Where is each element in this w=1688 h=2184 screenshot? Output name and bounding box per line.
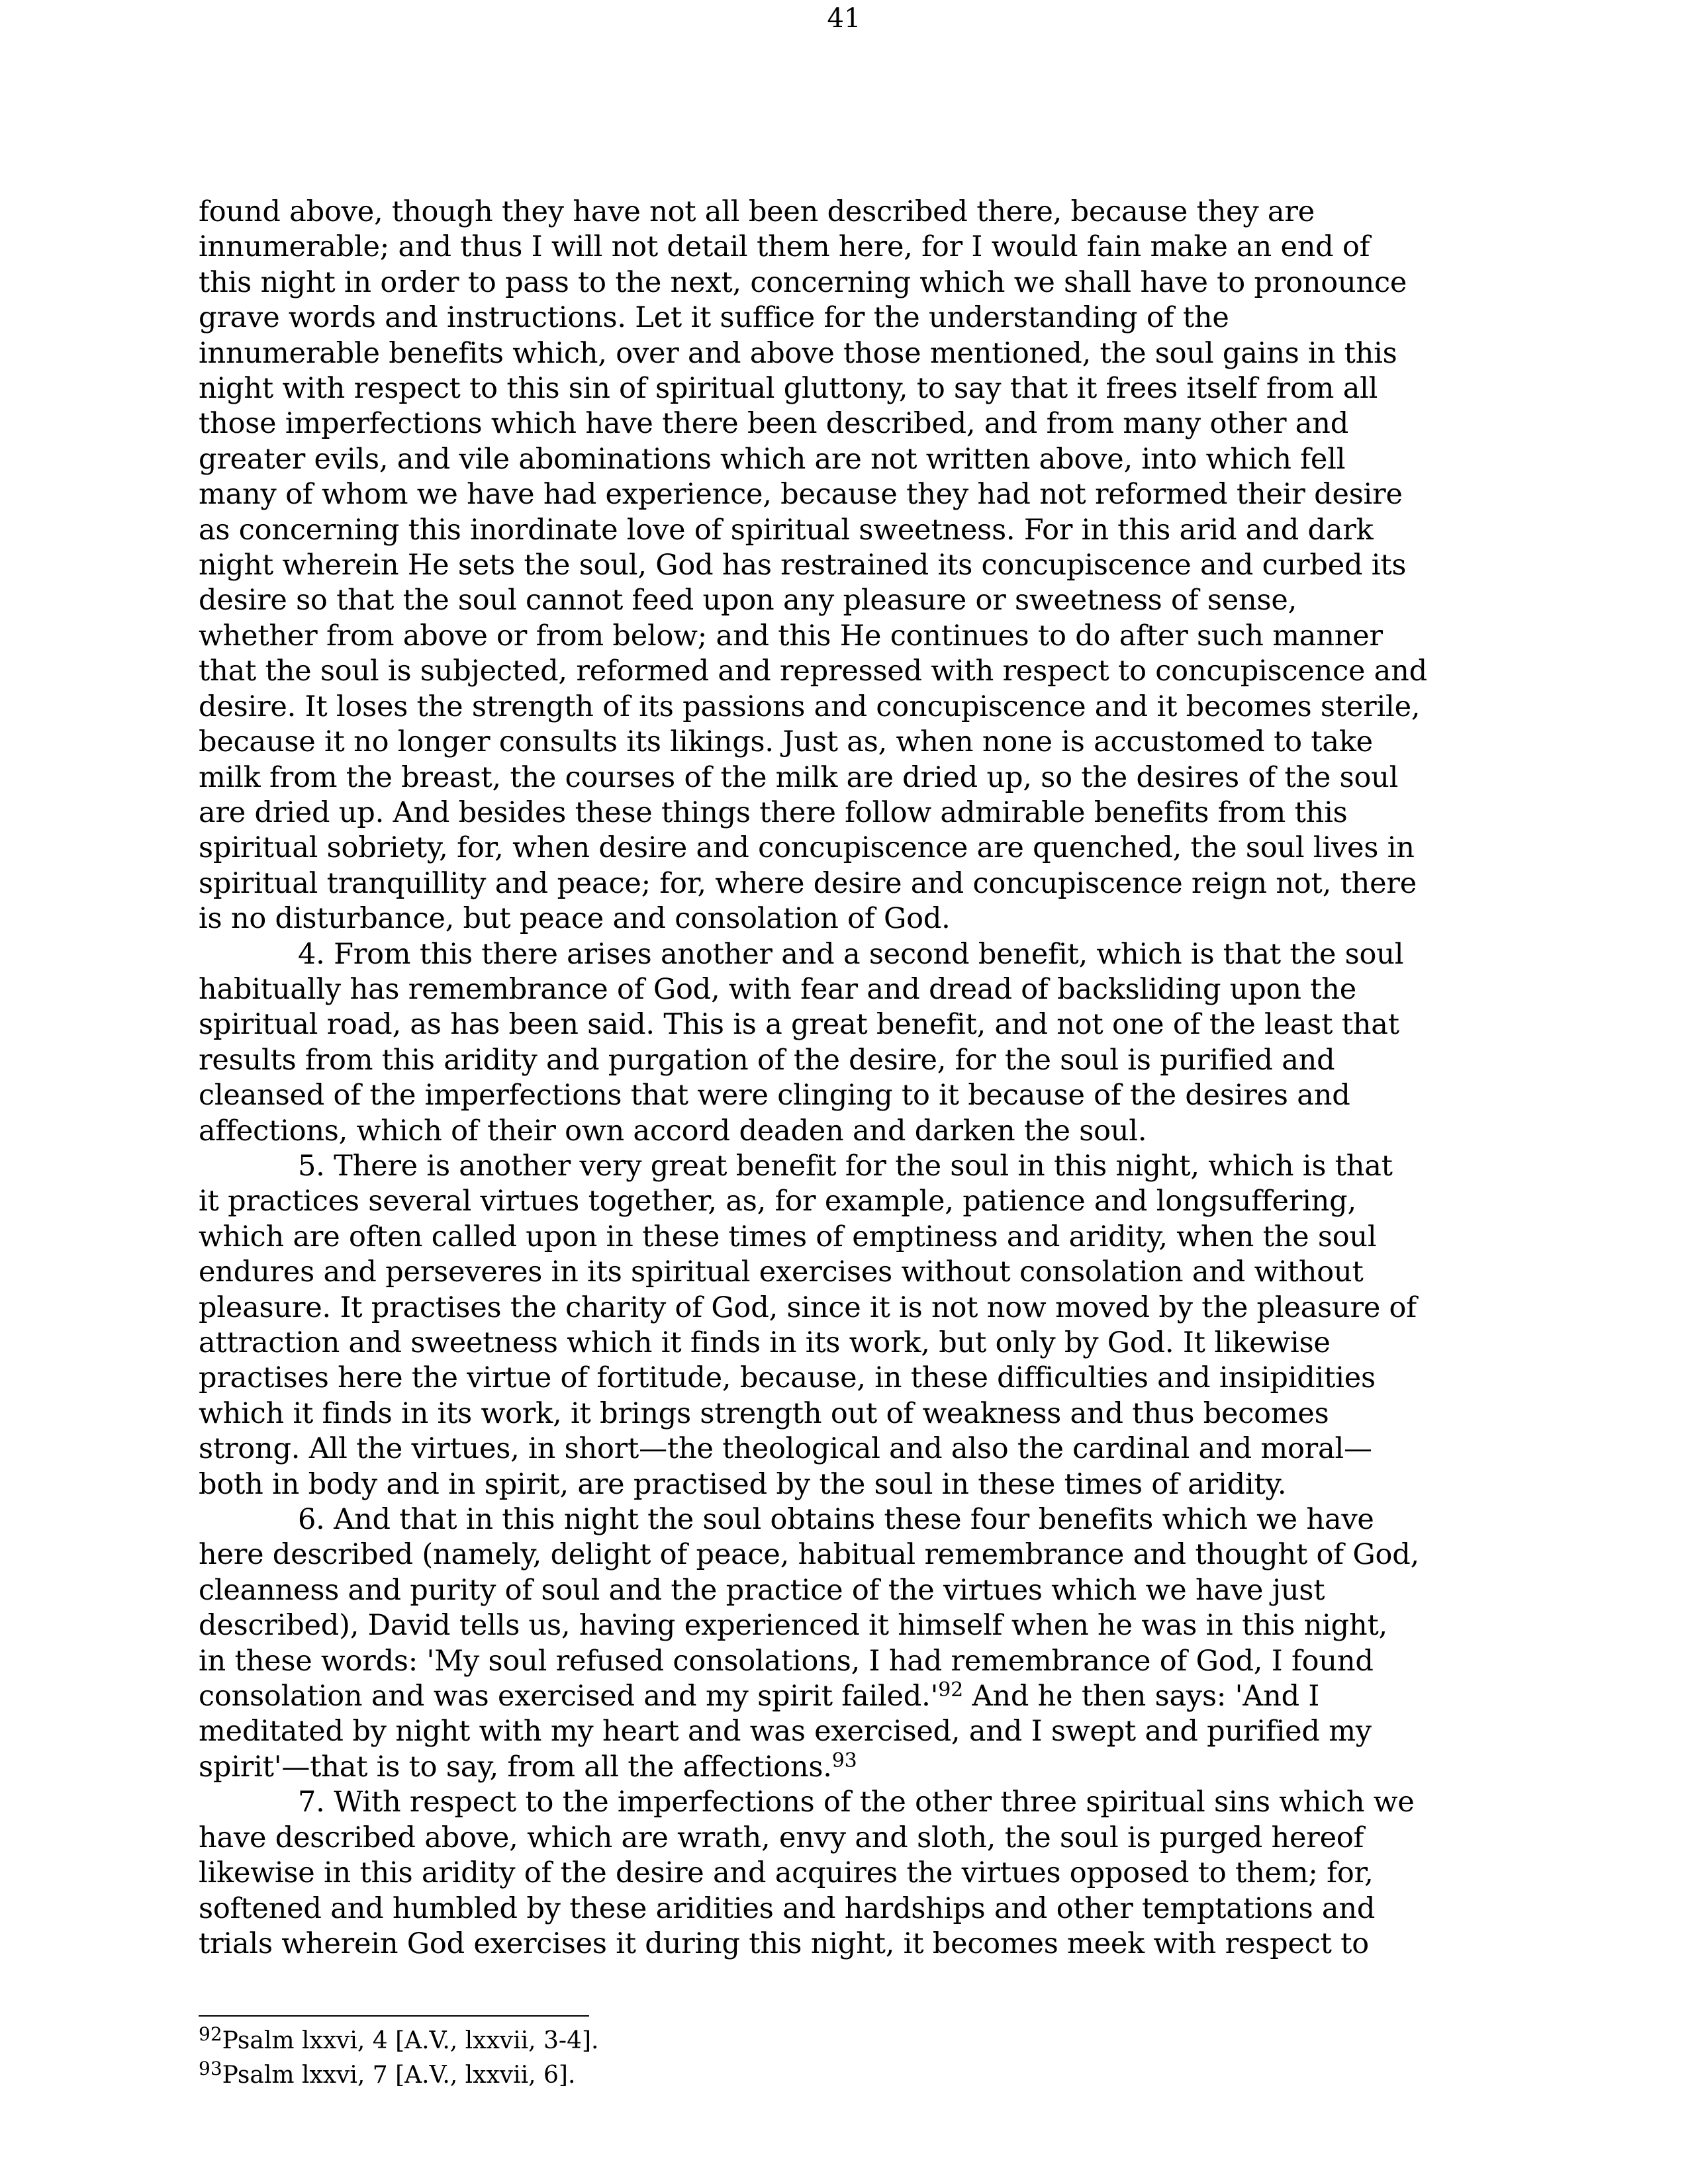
text-line: whether from above or from below; and this He continues to do after such manner	[199, 619, 1383, 653]
text-line: night wherein He sets the soul, God has restrained its concupiscence and curbed its	[199, 549, 1407, 582]
text-line: 7. With respect to the imperfections of the other three spiritual sins which we	[298, 1786, 1415, 1819]
text-line: trials wherein God exercises it during this night, it becomes meek with respect to	[199, 1927, 1369, 1960]
text-line: grave words and instructions. Let it suffice for the understanding of the	[199, 301, 1229, 335]
text-line: habitually has remembrance of God, with fear and dread of backsliding upon the	[199, 972, 1357, 1006]
text-line: meditated by night with my heart and was exercised, and I swept and purified my	[199, 1715, 1372, 1749]
text-line: spiritual road, as has been said. This is a great benefit, and not one of the least that	[199, 1008, 1399, 1042]
text-line: found above, though they have not all been described there, because they are	[199, 195, 1315, 228]
text-run: spirit'—that is to say, from all the affections.	[199, 1750, 832, 1784]
paragraph-4	[199, 937, 1509, 1149]
footnote-text: Psalm lxxvi, 7 [A.V., lxxvii, 6].	[222, 2062, 576, 2089]
text-line: because it no longer consults its likings. Just as, when none is accustomed to take	[199, 725, 1373, 759]
text-line: it practices several virtues together, as, for example, patience and longsuffering,	[199, 1185, 1356, 1218]
text-line: practises here the virtue of fortitude, because, in these difficulties and insipidities	[199, 1361, 1376, 1395]
footnote-93	[199, 2058, 1456, 2093]
text-run: And he then says: 'And I	[963, 1680, 1320, 1713]
text-line: greater evils, and vile abominations which are not written above, into which fell	[199, 442, 1346, 476]
footnote-ref-92[interactable]: 92	[938, 1678, 963, 1702]
text-line: those imperfections which have there been described, and from many other and	[199, 407, 1349, 441]
text-line: cleansed of the imperfections that were clinging to it because of the desires and	[199, 1079, 1350, 1113]
text-line: in these words: 'My soul refused consolations, I had remembrance of God, I found	[199, 1644, 1374, 1678]
text-line: spiritual sobriety, for, when desire and concupiscence are quenched, the soul lives in	[199, 831, 1415, 865]
text-line: endures and perseveres in its spiritual exercises without consolation and without	[199, 1255, 1364, 1289]
text-line: which it finds in its work, it brings strength out of weakness and thus becomes	[199, 1396, 1329, 1430]
paragraph-3-continued	[199, 195, 1509, 937]
text-line: attraction and sweetness which it finds in its work, but only by God. It likewise	[199, 1326, 1331, 1359]
footnote-ref-93[interactable]: 93	[831, 1749, 857, 1772]
footnote-separator	[199, 2015, 589, 2017]
footnote-number: 93	[199, 2058, 222, 2079]
text-line: described), David tells us, having experienced it himself when he was in this night,	[199, 1609, 1388, 1643]
text-line: here described (namely, delight of peace, habitual remembrance and thought of God,	[199, 1538, 1420, 1572]
text-line: is no disturbance, but peace and consolation of God.	[199, 902, 951, 936]
text-line: 4. From this there arises another and a second benefit, which is that the soul	[298, 937, 1404, 971]
footnotes	[199, 2024, 1456, 2093]
main-text	[199, 195, 1509, 1962]
text-line: 6. And that in this night the soul obtains these four benefits which we have	[298, 1503, 1374, 1537]
footnote-92	[199, 2024, 1456, 2058]
text-line: pleasure. It practises the charity of God, since it is not now moved by the pleasure of	[199, 1291, 1417, 1324]
footnote-number: 92	[199, 2023, 222, 2045]
text-line: innumerable benefits which, over and above those mentioned, the soul gains in this	[199, 336, 1397, 370]
text-line: both in body and in spirit, are practised by the soul in these times of aridity.	[199, 1467, 1287, 1501]
text-line: that the soul is subjected, reformed and repressed with respect to concupiscence and	[199, 655, 1427, 688]
text-line: desire so that the soul cannot feed upon any pleasure or sweetness of sense,	[199, 584, 1297, 617]
text-line: milk from the breast, the courses of the milk are dried up, so the desires of the soul	[199, 760, 1399, 794]
text-line: which are often called upon in these times of emptiness and aridity, when the soul	[199, 1220, 1377, 1253]
text-line: softened and humbled by these aridities and hardships and other temptations and	[199, 1891, 1376, 1925]
text-line: cleanness and purity of soul and the practice of the virtues which we have just	[199, 1573, 1325, 1607]
text-line: affections, which of their own accord deaden and darken the soul.	[199, 1114, 1147, 1148]
paragraph-5	[199, 1149, 1509, 1502]
paragraph-6	[199, 1502, 1509, 1785]
text-line: are dried up. And besides these things there follow admirable benefits from this	[199, 796, 1348, 829]
text-line: as concerning this inordinate love of spiritual sweetness. For in this arid and dark	[199, 513, 1374, 547]
text-line: this night in order to pass to the next, concerning which we shall have to pronounce	[199, 265, 1407, 299]
text-line: innumerable; and thus I will not detail them here, for I would fain make an end of	[199, 230, 1370, 264]
text-line: 5. There is another very great benefit for the soul in this night, which is that	[298, 1149, 1393, 1183]
text-line: spiritual tranquillity and peace; for, where desire and concupiscence reign not, there	[199, 866, 1417, 900]
text-line	[199, 1750, 1509, 1785]
paragraph-7	[199, 1785, 1509, 1962]
text-line: many of whom we have had experience, because they had not reformed their desire	[199, 478, 1403, 512]
footnote-text: Psalm lxxvi, 4 [A.V., lxxvii, 3-4].	[222, 2027, 599, 2054]
text-run: consolation and was exercised and my spirit failed.'	[199, 1680, 939, 1713]
text-line: likewise in this aridity of the desire and acquires the virtues opposed to them; for,	[199, 1856, 1374, 1890]
text-line: results from this aridity and purgation of the desire, for the soul is purified and	[199, 1043, 1335, 1077]
page-number: 41	[827, 3, 861, 34]
text-line: night with respect to this sin of spiritual gluttony, to say that it frees itself from all	[199, 372, 1378, 406]
text-line	[199, 1679, 1509, 1714]
text-line: desire. It loses the strength of its passions and concupiscence and it becomes sterile,	[199, 690, 1421, 723]
text-line: have described above, which are wrath, envy and sloth, the soul is purged hereof	[199, 1821, 1364, 1854]
text-line: strong. All the virtues, in short—the theological and also the cardinal and moral—	[199, 1432, 1372, 1466]
